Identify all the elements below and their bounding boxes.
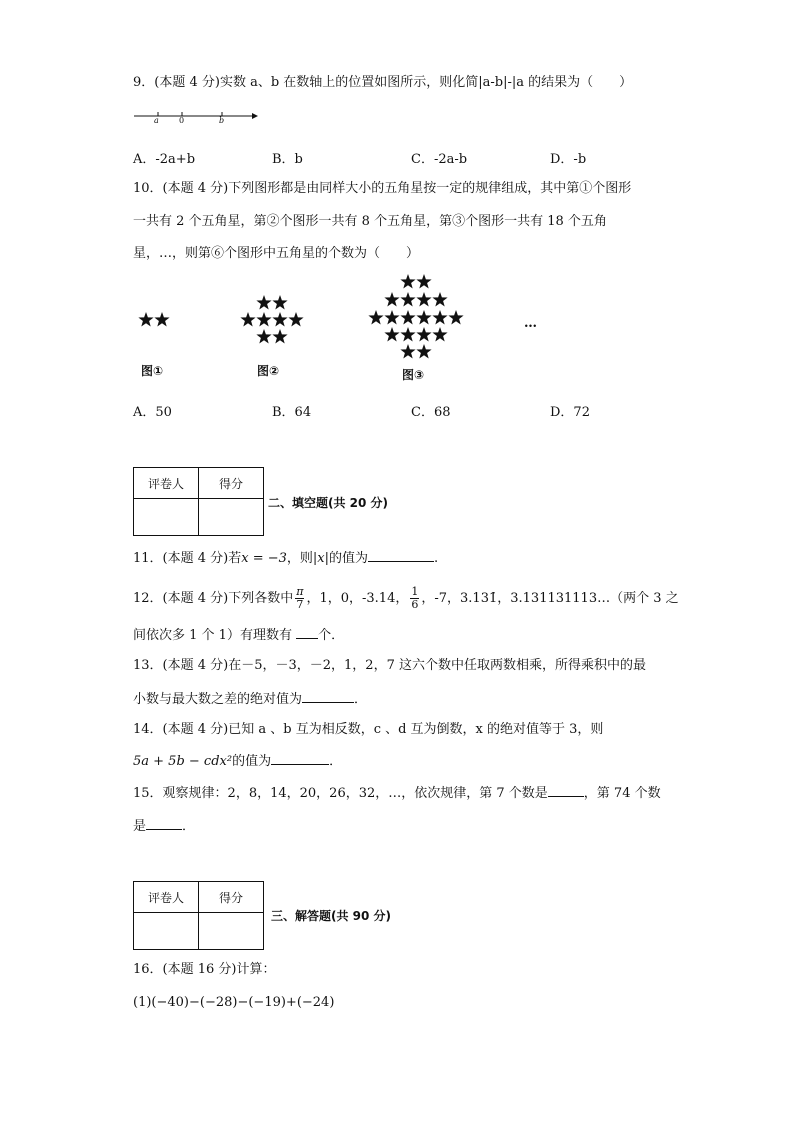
q12-line2-pre: 间依次多 1 个 1）有理数有 (133, 628, 292, 643)
q11-text: 11．(本题 4 分)若x = −3，则|x|的值为 . (133, 551, 439, 566)
q12-mid1: ，1，0，-3.14， (306, 591, 409, 606)
q15-line1-post: ，第 74 个数 (583, 786, 661, 801)
score-box-grader-header: 评卷人 (134, 468, 199, 499)
figure-ellipsis: … (524, 316, 537, 331)
q13-answer-blank[interactable] (302, 690, 354, 703)
q9-text: 9．(本题 4 分)实数 a、b 在数轴上的位置如图所示，则化简|a-b|-|a 的结果为（ ） (133, 75, 633, 90)
q11-math1: x = −3 (241, 551, 287, 566)
score-box-grader-cell[interactable] (134, 913, 199, 950)
q14-expression: 5a + 5b − cdx² (133, 754, 233, 769)
q11-math2: |x| (312, 551, 329, 566)
q13-line2-post: ． (354, 692, 368, 707)
q12-frac-pi-7: $\frac{\pi}{7}$ (296, 585, 304, 611)
figure-3-stars (368, 274, 463, 359)
axis-label-0: 0 (179, 116, 185, 125)
q9-option-d[interactable]: D．-b (550, 152, 587, 167)
q10-line1: 10．(本题 4 分)下列图形都是由同样大小的五角星按一定的规律组成，其中第①个图形 (133, 181, 632, 196)
q15-line1-text: 15．观察规律：2，8，14，20，26，32，…，依次规律，第 7 个数是 (133, 786, 548, 801)
figure-label-2: 图② (257, 364, 280, 378)
q15-line2-post: ． (182, 819, 196, 834)
q12-mid2: ，-7， (421, 591, 461, 606)
score-box-score-header: 得分 (199, 882, 264, 913)
q15-line2 (133, 817, 195, 836)
q10-option-c[interactable]: C．68 (411, 405, 451, 420)
figure-2-stars (240, 295, 303, 344)
q12-post: ，3.131131113…（两个 3 之 (497, 591, 679, 606)
q12-pre: 12．(本题 4 分)下列各数中 (133, 591, 294, 606)
q12-line2 (133, 626, 344, 645)
score-box-grader-header: 评卷人 (134, 882, 199, 913)
section2-title: 二、填空题(共 20 分) (268, 496, 389, 510)
q16-expression: (1)(−40)−(−28)−(−19)+(−24) (133, 995, 335, 1010)
figure-label-3: 图③ (402, 368, 425, 382)
q15-answer-blank-2[interactable] (146, 817, 182, 830)
axis-label-b: b (219, 116, 225, 125)
axis-label-a: a (154, 116, 159, 125)
q12-frac-1-6: $\frac{1}{6}$ (411, 585, 419, 611)
q13-line2 (133, 690, 367, 709)
q10-option-d[interactable]: D．72 (550, 405, 590, 420)
q12-line2-post: 个． (318, 628, 345, 643)
q11-post: 的值为 (329, 551, 369, 566)
q14-line2 (133, 752, 342, 771)
score-box-section3 (133, 881, 264, 950)
score-box-score-cell[interactable] (199, 499, 264, 536)
q11-mid: ，则 (286, 551, 313, 566)
q9-option-a[interactable]: A．-2a+b (133, 152, 196, 167)
q10-option-a[interactable]: A．50 (133, 405, 172, 420)
q14-answer-blank[interactable] (271, 752, 329, 765)
section3-title: 三、解答题(共 90 分) (271, 909, 392, 923)
q13-line2-pre: 小数与最大数之差的绝对值为 (133, 692, 303, 707)
score-box-score-header: 得分 (199, 468, 264, 499)
figure-label-1: 图① (141, 364, 164, 378)
q15-answer-blank-1[interactable] (548, 784, 584, 797)
q12-answer-blank[interactable] (296, 626, 318, 639)
q9-option-c[interactable]: C．-2a-b (411, 152, 468, 167)
number-line (130, 106, 260, 126)
q10-option-b[interactable]: B．64 (272, 405, 312, 420)
q14-line1: 14．(本题 4 分)已知 a 、b 互为相反数，c 、d 互为倒数，x 的绝对值等于 3，则 (133, 722, 604, 737)
score-box-section2 (133, 467, 264, 536)
q13-line1: 13．(本题 4 分)在－5，－3，－2，1，2，7 这六个数中任取两数相乘，所得乘积中的最 (133, 658, 646, 673)
q14-line2-post: 的值为 (232, 754, 272, 769)
q16-text: 16．(本题 16 分)计算： (133, 962, 276, 977)
q9-option-b[interactable]: B．b (272, 152, 303, 167)
figure-1-stars (138, 312, 169, 327)
score-box-grader-cell[interactable] (134, 499, 199, 536)
q14-end: ． (329, 754, 343, 769)
star-figures (130, 268, 550, 388)
q11-pre: 11．(本题 4 分)若 (133, 551, 242, 566)
q12-repeating-decimal: 3.131̇ (460, 591, 498, 606)
score-box-score-cell[interactable] (199, 913, 264, 950)
q11-answer-blank[interactable] (368, 549, 434, 562)
q10-line3: 星，…，则第⑥个图形中五角星的个数为（ ） (133, 246, 420, 261)
q15-line2-pre: 是 (133, 819, 147, 834)
q15-line1 (133, 784, 661, 803)
q12-line1 (133, 586, 679, 611)
q10-line2: 一共有 2 个五角星，第②个图形一共有 8 个五角星，第③个图形一共有 18 个五角 (133, 214, 607, 229)
